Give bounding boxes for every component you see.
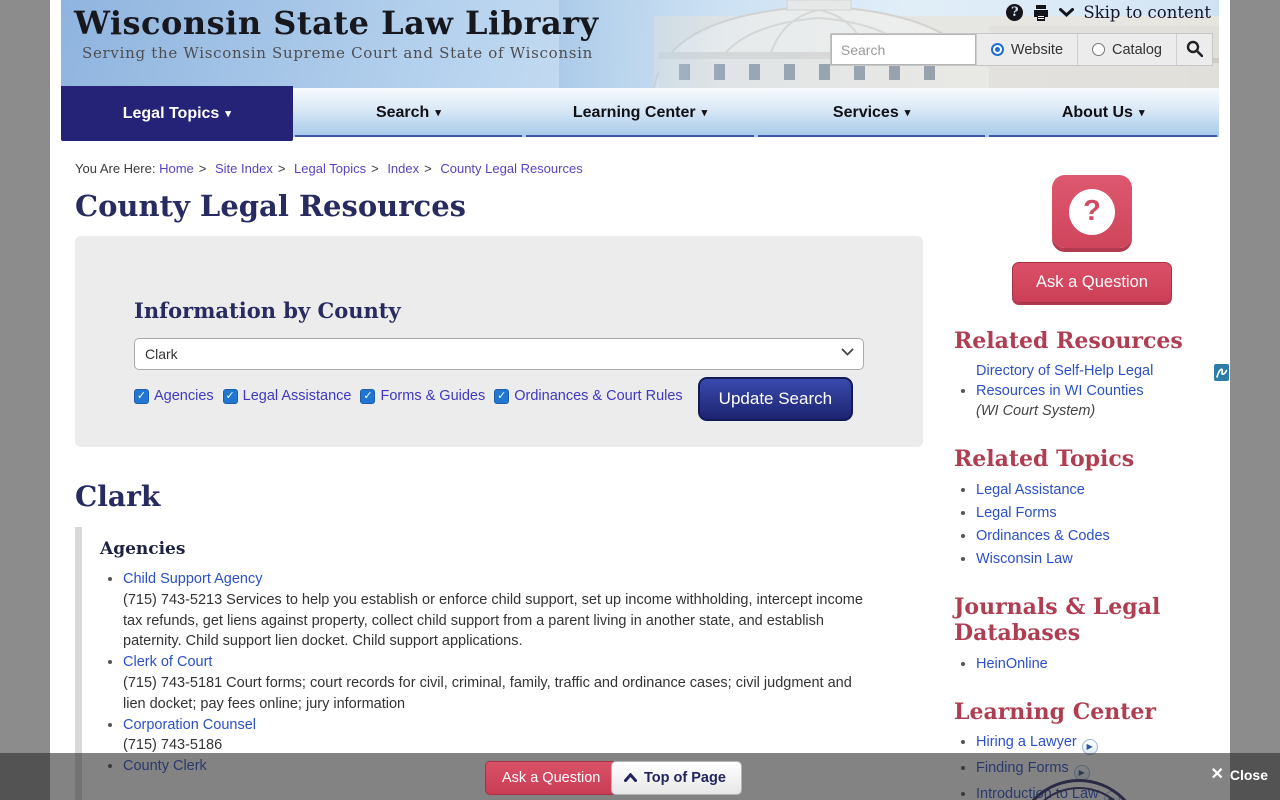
breadcrumb-separator: > bbox=[198, 161, 207, 176]
checkbox-checked-icon[interactable]: ✓ bbox=[360, 389, 375, 404]
site-tagline: Serving the Wisconsin Supreme Court and State of Wisconsin bbox=[82, 43, 593, 62]
caret-down-icon: ▾ bbox=[701, 107, 708, 119]
topic-wisconsin-law-link[interactable]: Wisconsin Law bbox=[976, 550, 1073, 567]
search-scope-catalog-label: Catalog bbox=[1112, 41, 1162, 58]
county-select[interactable] bbox=[134, 338, 864, 370]
breadcrumb-separator: > bbox=[371, 161, 379, 176]
nav-about-us[interactable] bbox=[987, 88, 1219, 137]
list-item bbox=[976, 526, 1230, 546]
nav-about-us-label: About Us bbox=[1061, 103, 1133, 121]
list-item bbox=[976, 480, 1230, 500]
close-bar-button[interactable] bbox=[1210, 767, 1268, 783]
agency-description: (715) 743-5181 Court forms; court records for civil, criminal, family, traffic and ordinance cases; civil judgment and lien docket; pay fees online; jury information bbox=[123, 674, 852, 712]
caret-down-icon: ▾ bbox=[904, 107, 911, 119]
checkbox-forms-guides-label: Forms & Guides bbox=[380, 388, 486, 404]
agency-link-corporation-counsel[interactable]: Corporation Counsel bbox=[123, 716, 256, 733]
close-label: Close bbox=[1229, 767, 1268, 783]
close-icon: ✕ bbox=[1210, 766, 1224, 783]
main-column bbox=[75, 161, 923, 800]
related-topics-list bbox=[954, 480, 1230, 569]
page-title: County Legal Resources bbox=[75, 189, 466, 223]
breadcrumb-separator: > bbox=[424, 161, 432, 176]
skip-to-content-link[interactable]: Skip to content bbox=[1083, 3, 1211, 22]
checkbox-checked-icon[interactable]: ✓ bbox=[494, 389, 509, 404]
breadcrumb-home[interactable]: Home bbox=[159, 161, 194, 176]
nav-learning-center-label: Learning Center bbox=[572, 103, 696, 121]
agency-list bbox=[100, 569, 923, 777]
help-icon[interactable]: ? bbox=[1006, 4, 1023, 21]
checkbox-forms-guides[interactable] bbox=[360, 388, 485, 404]
nav-learning-center[interactable] bbox=[524, 88, 756, 137]
breadcrumb bbox=[75, 161, 923, 176]
filter-heading: Information by County bbox=[134, 298, 401, 323]
search-scope-website-label: Website bbox=[1010, 41, 1064, 58]
content-area bbox=[50, 137, 1230, 800]
search-input[interactable] bbox=[831, 34, 976, 65]
heinonline-link[interactable]: HeinOnline bbox=[976, 655, 1048, 672]
agency-link-child-support[interactable]: Child Support Agency bbox=[123, 571, 263, 587]
nav-services-label: Services bbox=[832, 103, 899, 121]
top-of-page-button[interactable] bbox=[611, 761, 742, 795]
breadcrumb-prefix: You Are Here: bbox=[75, 161, 156, 176]
nav-legal-topics[interactable] bbox=[61, 86, 293, 141]
list-item bbox=[123, 715, 878, 757]
list-item bbox=[976, 732, 1230, 755]
sidebar bbox=[954, 161, 1230, 800]
county-select-wrap bbox=[134, 338, 864, 370]
list-item bbox=[123, 652, 878, 714]
main-nav bbox=[61, 88, 1219, 137]
footer-action-bar bbox=[0, 753, 1280, 800]
agency-description: (715) 743-5186 bbox=[123, 737, 223, 754]
checkbox-agencies-label: Agencies bbox=[154, 388, 214, 404]
related-topics-heading: Related Topics bbox=[954, 446, 1135, 473]
nav-search[interactable] bbox=[293, 88, 525, 137]
nav-search-label: Search bbox=[375, 103, 430, 121]
learning-center-heading: Learning Center bbox=[954, 698, 1156, 725]
ask-question-tile[interactable] bbox=[1052, 175, 1132, 248]
checkbox-checked-icon[interactable]: ✓ bbox=[134, 389, 149, 404]
top-of-page-label: Top of Page bbox=[644, 770, 726, 786]
question-mark-icon: ? bbox=[1069, 189, 1115, 235]
site-brand bbox=[74, 5, 599, 62]
search-scope-website[interactable] bbox=[976, 34, 1077, 65]
checkbox-agencies[interactable] bbox=[134, 388, 214, 404]
search-bar bbox=[830, 33, 1213, 66]
ask-question-button[interactable]: Ask a Question bbox=[1012, 262, 1172, 303]
breadcrumb-index[interactable]: Index bbox=[387, 161, 420, 176]
hiring-a-lawyer-link[interactable]: Hiring a Lawyer bbox=[976, 733, 1077, 750]
footer-ask-question-button[interactable]: Ask a Question bbox=[485, 761, 617, 795]
breadcrumb-current[interactable]: County Legal Resources bbox=[440, 161, 583, 176]
topic-legal-forms-link[interactable]: Legal Forms bbox=[976, 504, 1057, 521]
checkbox-legal-assistance-label: Legal Assistance bbox=[242, 388, 352, 404]
resource-source-note: (WI Court System) bbox=[976, 403, 1096, 420]
topic-ordinances-codes-link[interactable]: Ordinances & Codes bbox=[976, 527, 1110, 544]
related-resources-heading: Related Resources bbox=[954, 328, 1183, 354]
directory-self-help-link[interactable]: Directory of Self-Help Legal Resources in WI Counties bbox=[976, 363, 1154, 400]
page-container bbox=[50, 0, 1230, 800]
journals-databases-heading: Journals & Legal Databases bbox=[954, 593, 1161, 647]
list-item bbox=[976, 361, 1230, 421]
agency-link-clerk-of-court[interactable]: Clerk of Court bbox=[123, 654, 213, 671]
site-title: Wisconsin State Law Library bbox=[74, 4, 599, 42]
search-submit-button[interactable] bbox=[1176, 34, 1212, 65]
nav-legal-topics-label: Legal Topics bbox=[122, 104, 220, 122]
filter-checkbox-row bbox=[134, 385, 864, 407]
breadcrumb-site-index[interactable]: Site Index bbox=[215, 161, 273, 176]
update-search-button[interactable]: Update Search bbox=[698, 377, 853, 421]
utility-bar bbox=[1006, 3, 1211, 22]
category-heading: Agencies bbox=[100, 539, 186, 559]
topic-legal-assistance-link[interactable]: Legal Assistance bbox=[976, 481, 1085, 498]
search-scope-catalog[interactable] bbox=[1077, 34, 1176, 65]
checkbox-ordinances-label: Ordinances & Court Rules bbox=[514, 388, 683, 404]
journals-list bbox=[954, 654, 1230, 674]
chevron-up-icon bbox=[624, 770, 637, 786]
site-header bbox=[61, 0, 1219, 88]
list-item bbox=[976, 549, 1230, 569]
radio-website-icon[interactable] bbox=[991, 43, 1004, 56]
list-item bbox=[123, 569, 878, 652]
county-filter-panel bbox=[75, 236, 923, 447]
related-resources-list bbox=[954, 361, 1230, 421]
checkbox-checked-icon[interactable]: ✓ bbox=[223, 389, 238, 404]
pdf-icon[interactable] bbox=[1214, 364, 1229, 387]
play-icon[interactable]: ▶ bbox=[1082, 739, 1098, 755]
list-item bbox=[976, 654, 1230, 674]
chevron-down-icon[interactable] bbox=[1059, 8, 1074, 17]
radio-catalog-icon[interactable] bbox=[1092, 43, 1105, 56]
printer-icon[interactable] bbox=[1032, 5, 1050, 21]
breadcrumb-separator: > bbox=[277, 161, 286, 176]
agency-description: (715) 743-5213 Services to help you establish or enforce child support, set up income withholding, intercept income tax refunds, get liens against property, collect child support from a parent living in another state, and establish paternity. Child support lien docket. Child support applications. bbox=[123, 591, 863, 650]
caret-down-icon: ▾ bbox=[225, 108, 231, 120]
checkbox-ordinances[interactable] bbox=[494, 388, 682, 404]
checkbox-legal-assistance[interactable] bbox=[223, 388, 352, 404]
nav-services[interactable] bbox=[756, 88, 988, 137]
list-item bbox=[976, 503, 1230, 523]
breadcrumb-legal-topics[interactable]: Legal Topics bbox=[294, 161, 367, 176]
county-heading: Clark bbox=[75, 480, 161, 513]
search-icon bbox=[1186, 40, 1203, 60]
caret-down-icon: ▾ bbox=[435, 107, 441, 119]
caret-down-icon: ▾ bbox=[1138, 107, 1145, 119]
